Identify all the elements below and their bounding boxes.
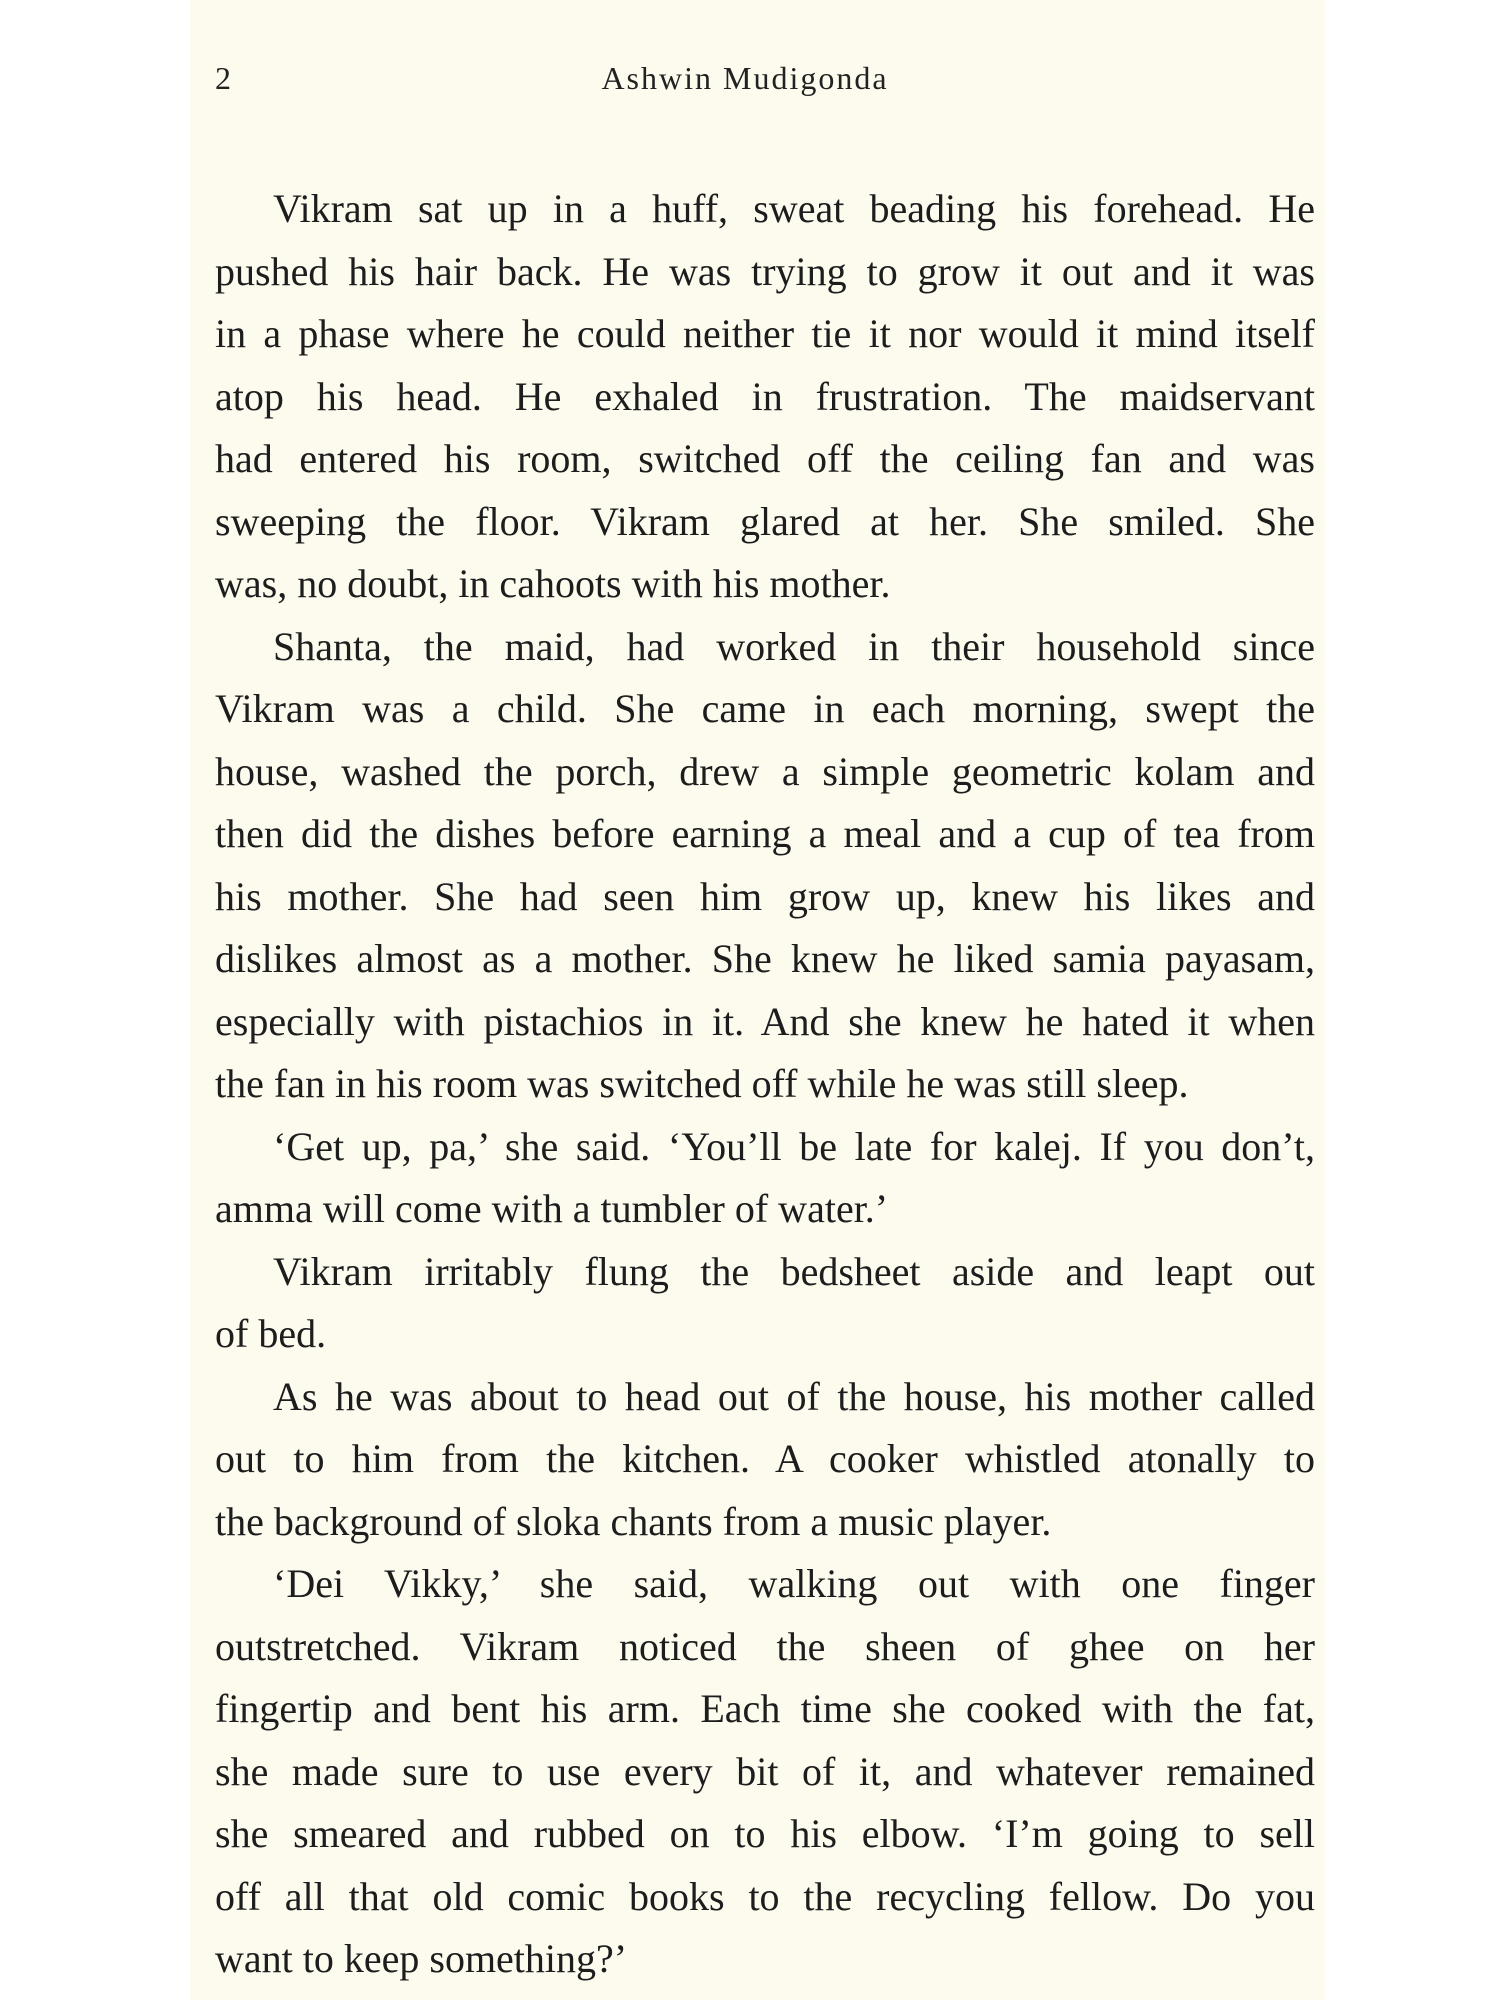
paragraph <box>215 1366 1315 1554</box>
text-line: the background of sloka chants from a music player. <box>215 1498 1052 1544</box>
text-line: ‘Dei Vikky,’ she said, walking out with one finger <box>273 1561 1315 1606</box>
text-line: Shanta, the maid, had worked in their household since <box>273 623 1315 669</box>
page-header <box>215 60 1275 100</box>
text-line: off all that old comic books to the recycling fellow. Do you <box>215 1873 1315 1919</box>
paragraph <box>215 1553 1315 1991</box>
text-line: sweeping the floor. Vikram glared at her. She smiled. She <box>215 498 1315 544</box>
body-text <box>215 178 1315 1991</box>
text-line: she made sure to use every bit of it, and whatever remained <box>215 1748 1315 1794</box>
text-line: the fan in his room was switched off while he was still sleep. <box>215 1061 1189 1106</box>
text-line: Vikram sat up in a huff, sweat beading his forehead. He <box>273 186 1315 231</box>
text-line: atop his head. He exhaled in frustration. The maidservant <box>215 373 1315 419</box>
text-line: house, washed the porch, drew a simple geometric kolam and <box>215 748 1315 794</box>
text-line: of bed. <box>215 1311 327 1356</box>
text-line: Vikram was a child. She came in each morning, swept the <box>215 686 1315 731</box>
text-line: she smeared and rubbed on to his elbow. ‘I’m going to sell <box>215 1811 1315 1856</box>
book-page <box>190 0 1325 2000</box>
text-line: especially with pistachios in it. And she knew he hated it when <box>215 998 1315 1044</box>
text-line: Vikram irritably flung the bedsheet aside and leapt out <box>273 1248 1315 1294</box>
running-head-author: Ashwin Mudigonda <box>601 60 889 96</box>
text-line: ‘Get up, pa,’ she said. ‘You’ll be late for kalej. If you don’t, <box>273 1123 1315 1169</box>
paragraph <box>215 616 1315 1116</box>
text-line: fingertip and bent his arm. Each time she cooked with the fat, <box>215 1686 1315 1731</box>
paragraph <box>215 1116 1315 1241</box>
text-line: out to him from the kitchen. A cooker whistled atonally to <box>215 1436 1315 1481</box>
text-line: amma will come with a tumbler of water.’ <box>215 1186 889 1231</box>
text-line: dislikes almost as a mother. She knew he liked samia payasam, <box>215 936 1315 981</box>
text-line: his mother. She had seen him grow up, knew his likes and <box>215 873 1315 919</box>
paragraph <box>215 1241 1315 1366</box>
text-line: in a phase where he could neither tie it nor would it mind itself <box>215 311 1315 356</box>
text-line: pushed his hair back. He was trying to grow it out and it was <box>215 248 1315 294</box>
page-number: 2 <box>215 60 231 96</box>
text-line: then did the dishes before earning a meal and a cup of tea from <box>215 811 1315 856</box>
text-line: had entered his room, switched off the ceiling fan and was <box>215 436 1315 481</box>
text-line: want to keep something?’ <box>215 1936 628 1981</box>
paragraph <box>215 178 1315 616</box>
text-line: outstretched. Vikram noticed the sheen of ghee on her <box>215 1623 1315 1669</box>
text-line: was, no doubt, in cahoots with his mother. <box>215 561 891 606</box>
text-line: As he was about to head out of the house, his mother called <box>273 1373 1315 1419</box>
